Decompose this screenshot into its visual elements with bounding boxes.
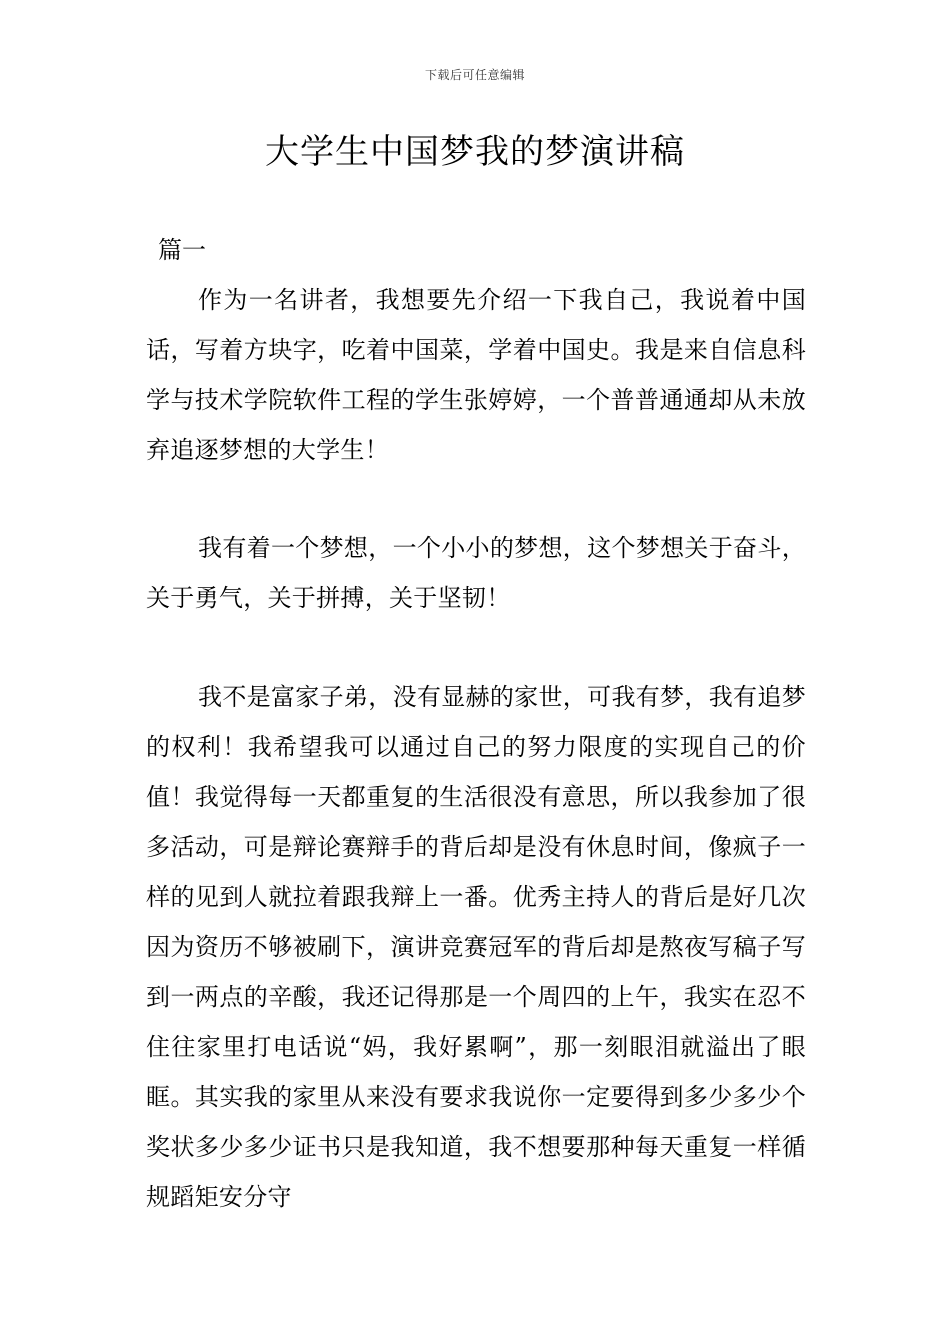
document-title: 大学生中国梦我的梦演讲稿 xyxy=(265,132,685,172)
paragraph-3: 我不是富家子弟，没有显赫的家世，可我有梦，我有追梦的权利！我希望我可以通过自己的努力限度的实现自己的价值！我觉得每一天都重复的生活很没有意思，所以我参加了很多活动，可是辩论赛辩手的背后却是没有休息时间，像疯子一样的见到人就拉着跟我辩上一番。优秀主持人的背后是好几次因为资历不够被刷下，演讲竞赛冠军的背后却是熬夜写稿子写到一两点的辛酸，我还记得那是一个周四的上午，我实在忍不住往家里打电话说“妈，我好累啊”，那一刻眼泪就溢出了眼眶。其实我的家里从来没有要求我说你一定要得到多少多少个奖状多少多少证书只是我知道，我不想要那种每天重复一样循规蹈矩安分守 xyxy=(146,683,806,1211)
paragraph-1: 作为一名讲者，我想要先介绍一下我自己，我说着中国话，写着方块字，吃着中国菜，学着中国史。我是来自信息科学与技术学院软件工程的学生张婷婷，一个普普通通却从未放弃追逐梦想的大学生！ xyxy=(146,286,806,464)
header-note: 下载后可任意编辑 xyxy=(424,68,525,82)
paragraph-2: 我有着一个梦想，一个小小的梦想，这个梦想关于奋斗，关于勇气，关于拼搏，关于坚韧！ xyxy=(146,534,806,612)
section-label: 篇一 xyxy=(158,236,206,264)
